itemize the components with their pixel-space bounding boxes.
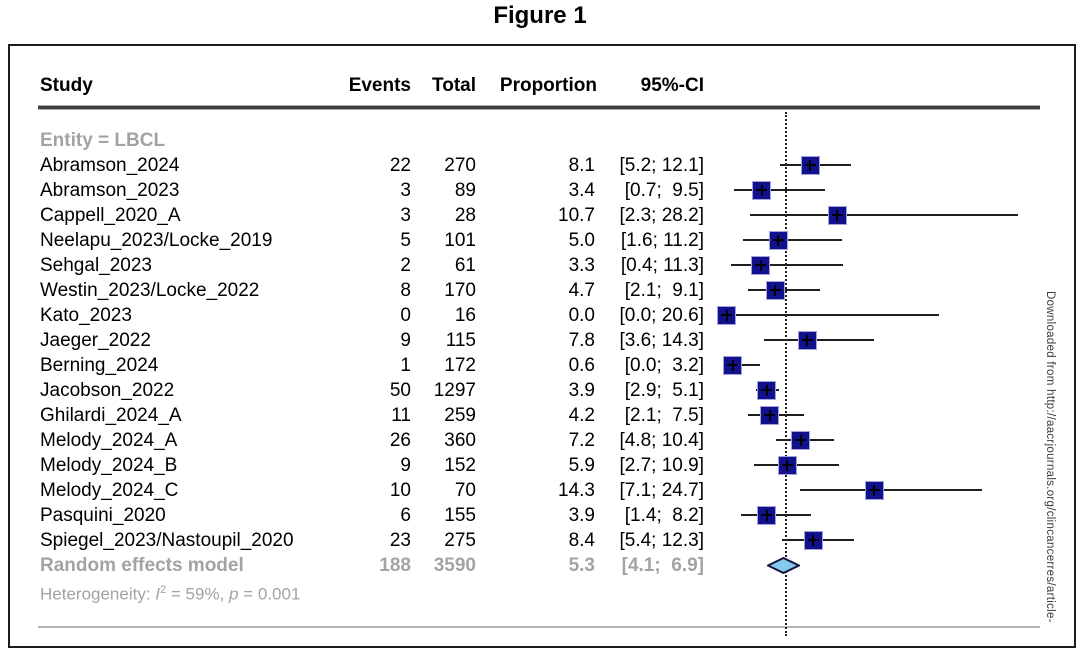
ci-cell: [2.1; 9.1] bbox=[624, 279, 704, 301]
proportion-cell: 7.2 bbox=[568, 429, 595, 451]
proportion-cell: 0.6 bbox=[568, 354, 595, 376]
proportion-cell: 5.0 bbox=[568, 229, 595, 251]
point-marker-cross bbox=[721, 314, 732, 316]
download-watermark: Downloaded from http://aacrjournals.org/clincancerres/article- bbox=[1044, 291, 1056, 623]
total-cell: 61 bbox=[454, 254, 476, 276]
study-label: Jaeger_2022 bbox=[40, 329, 151, 351]
study-label: Pasquini_2020 bbox=[40, 504, 166, 526]
proportion-cell: 3.9 bbox=[568, 379, 595, 401]
study-label: Melody_2024_A bbox=[40, 429, 178, 451]
point-marker-cross bbox=[761, 389, 772, 391]
events-cell: 2 bbox=[400, 254, 411, 276]
study-label: Melody_2024_B bbox=[40, 454, 178, 476]
heterogeneity-p-symbol: p bbox=[229, 584, 239, 604]
proportion-cell: 3.3 bbox=[568, 254, 595, 276]
point-marker-cross bbox=[869, 489, 880, 491]
total-cell: 3590 bbox=[433, 554, 476, 576]
ci-whisker-line bbox=[754, 464, 839, 466]
ci-whisker-line bbox=[750, 214, 1018, 216]
point-marker-cross bbox=[782, 464, 793, 466]
events-cell: 0 bbox=[400, 304, 411, 326]
point-marker-cross bbox=[805, 164, 816, 166]
events-cell: 188 bbox=[379, 554, 411, 576]
figure-title: Figure 1 bbox=[493, 2, 587, 29]
ci-cell: [0.0; 3.2] bbox=[624, 354, 704, 376]
study-label: Jacobson_2022 bbox=[40, 379, 175, 401]
total-cell: 155 bbox=[444, 504, 476, 526]
ci-cell: [5.4; 12.3] bbox=[619, 529, 704, 551]
ci-whisker-line bbox=[748, 289, 820, 291]
study-label: Cappell_2020_A bbox=[40, 204, 181, 226]
events-cell: 6 bbox=[400, 504, 411, 526]
point-marker-cross bbox=[764, 414, 775, 416]
ci-whisker-line bbox=[764, 339, 875, 341]
heterogeneity-i-sup: 2 bbox=[160, 584, 167, 596]
ci-whisker-line bbox=[741, 514, 811, 516]
proportion-cell: 5.9 bbox=[568, 454, 595, 476]
study-label: Abramson_2024 bbox=[40, 154, 180, 176]
ci-whisker-line bbox=[727, 314, 940, 316]
study-label: Kato_2023 bbox=[40, 304, 132, 326]
heterogeneity-mid: = 59%, bbox=[166, 584, 230, 604]
study-label: Spiegel_2023/Nastoupil_2020 bbox=[40, 529, 294, 551]
events-cell: 5 bbox=[400, 229, 411, 251]
proportion-cell: 10.7 bbox=[558, 204, 595, 226]
proportion-cell: 7.8 bbox=[568, 329, 595, 351]
total-cell: 360 bbox=[444, 429, 476, 451]
events-cell: 23 bbox=[389, 529, 411, 551]
ci-cell: [2.3; 28.2] bbox=[619, 204, 704, 226]
total-cell: 172 bbox=[444, 354, 476, 376]
events-cell: 9 bbox=[400, 454, 411, 476]
column-header-proportion: Proportion bbox=[499, 75, 597, 96]
heterogeneity-prefix: Heterogeneity: bbox=[40, 584, 156, 604]
summary-label: Random effects model bbox=[40, 554, 244, 576]
proportion-cell: 3.9 bbox=[568, 504, 595, 526]
ci-cell: [5.2; 12.1] bbox=[619, 154, 704, 176]
events-cell: 50 bbox=[389, 379, 411, 401]
point-marker-cross bbox=[756, 189, 767, 191]
total-cell: 70 bbox=[454, 479, 476, 501]
ci-cell: [1.6; 11.2] bbox=[620, 229, 704, 251]
ci-cell: [2.7; 10.9] bbox=[619, 454, 704, 476]
study-label: Ghilardi_2024_A bbox=[40, 404, 182, 426]
ci-cell: [2.1; 7.5] bbox=[624, 404, 704, 426]
total-cell: 1297 bbox=[433, 379, 476, 401]
column-header-ci: 95%-CI bbox=[640, 75, 704, 96]
bottom-rule bbox=[38, 626, 1040, 628]
ci-cell: [3.6; 14.3] bbox=[619, 329, 704, 351]
ci-whisker-line bbox=[734, 189, 825, 191]
point-marker-cross bbox=[795, 439, 806, 441]
study-label: Berning_2024 bbox=[40, 354, 159, 376]
point-marker-cross bbox=[773, 239, 784, 241]
events-cell: 22 bbox=[389, 154, 411, 176]
ci-cell: [0.4; 11.3] bbox=[620, 254, 704, 276]
total-cell: 16 bbox=[454, 304, 476, 326]
proportion-cell: 14.3 bbox=[558, 479, 595, 501]
study-label: Melody_2024_C bbox=[40, 479, 179, 501]
total-cell: 152 bbox=[444, 454, 476, 476]
total-cell: 170 bbox=[444, 279, 476, 301]
heterogeneity-note bbox=[40, 578, 300, 603]
ci-cell: [4.1; 6.9] bbox=[621, 554, 704, 576]
events-cell: 8 bbox=[400, 279, 411, 301]
point-marker-cross bbox=[727, 364, 738, 366]
study-label: Westin_2023/Locke_2022 bbox=[40, 279, 260, 301]
ci-cell: [2.9; 5.1] bbox=[624, 379, 704, 401]
summary-diamond bbox=[767, 557, 800, 574]
study-label: Sehgal_2023 bbox=[40, 254, 152, 276]
events-cell: 11 bbox=[391, 404, 411, 426]
ci-cell: [1.4; 8.2] bbox=[624, 504, 704, 526]
heterogeneity-i-symbol: I bbox=[155, 584, 161, 604]
proportion-cell: 3.4 bbox=[568, 179, 595, 201]
events-cell: 10 bbox=[389, 479, 411, 501]
ci-cell: [4.8; 10.4] bbox=[619, 429, 704, 451]
point-marker-cross bbox=[770, 289, 781, 291]
proportion-cell: 4.7 bbox=[568, 279, 595, 301]
total-cell: 28 bbox=[454, 204, 476, 226]
point-marker-cross bbox=[761, 514, 772, 516]
proportion-cell: 4.2 bbox=[568, 404, 595, 426]
column-header-events: Events bbox=[348, 75, 411, 96]
group-label: Entity = LBCL bbox=[40, 129, 166, 151]
point-marker-cross bbox=[808, 539, 819, 541]
column-header-total: Total bbox=[432, 75, 476, 96]
total-cell: 270 bbox=[444, 154, 476, 176]
point-marker-cross bbox=[832, 214, 843, 216]
proportion-cell: 8.1 bbox=[568, 154, 595, 176]
proportion-cell: 5.3 bbox=[568, 554, 595, 576]
heterogeneity-tail: = 0.001 bbox=[238, 584, 301, 604]
total-cell: 275 bbox=[444, 529, 476, 551]
total-cell: 259 bbox=[444, 404, 476, 426]
study-label: Abramson_2023 bbox=[40, 179, 180, 201]
point-marker-cross bbox=[802, 339, 813, 341]
proportion-cell: 0.0 bbox=[568, 304, 595, 326]
ci-cell: [0.0; 20.6] bbox=[619, 304, 704, 326]
events-cell: 3 bbox=[400, 204, 411, 226]
ci-whisker-line bbox=[800, 489, 982, 491]
ci-cell: [0.7; 9.5] bbox=[624, 179, 704, 201]
ci-cell: [7.1; 24.7] bbox=[619, 479, 704, 501]
header-rule bbox=[38, 105, 1040, 110]
proportion-cell: 8.4 bbox=[568, 529, 595, 551]
events-cell: 9 bbox=[400, 329, 411, 351]
study-label: Neelapu_2023/Locke_2019 bbox=[40, 229, 273, 251]
total-cell: 115 bbox=[445, 329, 476, 351]
events-cell: 3 bbox=[400, 179, 411, 201]
ci-whisker-line bbox=[743, 239, 842, 241]
events-cell: 26 bbox=[389, 429, 411, 451]
total-cell: 89 bbox=[454, 179, 476, 201]
point-marker-cross bbox=[755, 264, 766, 266]
total-cell: 101 bbox=[444, 229, 476, 251]
events-cell: 1 bbox=[400, 354, 411, 376]
ci-whisker-line bbox=[731, 264, 844, 266]
column-header-study: Study bbox=[40, 75, 93, 96]
